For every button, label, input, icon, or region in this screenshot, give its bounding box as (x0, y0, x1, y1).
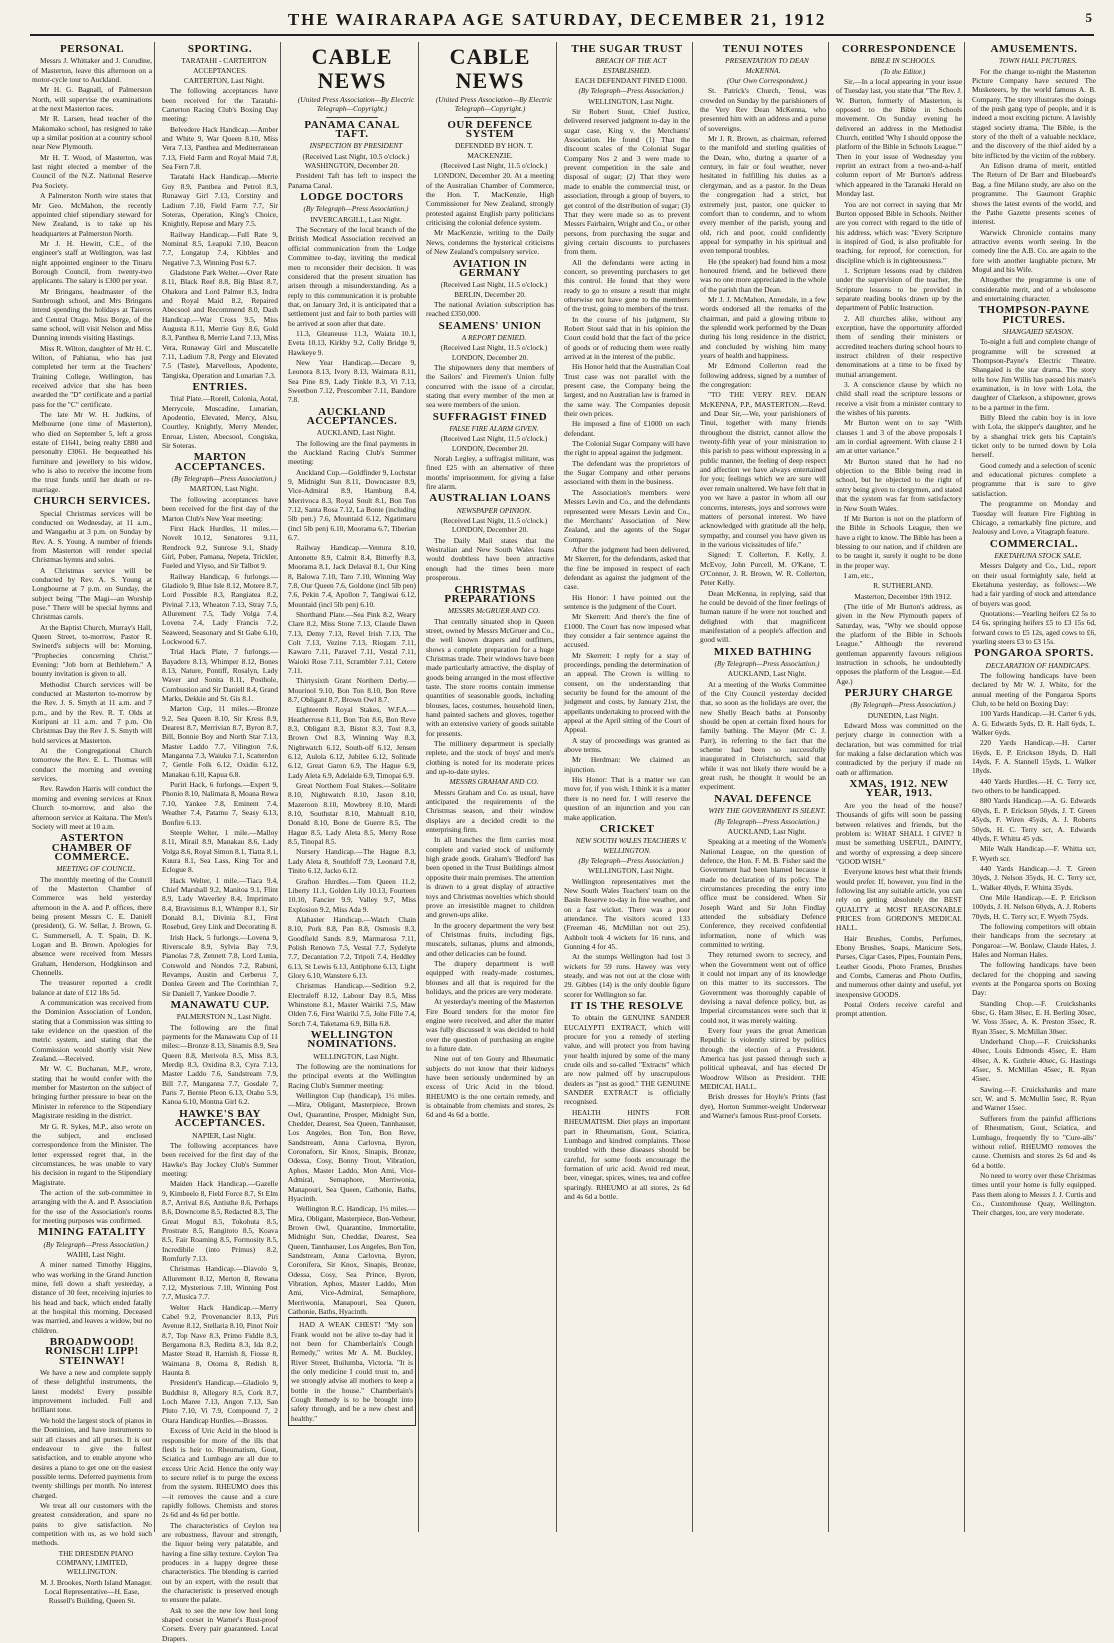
headline: CABLE NEWS (449, 44, 531, 93)
article-paragraph: A communication was received from the Dominion Association of London, stating that a Commission was sitting to take evidence on the question of the metric system, and stating that the Commission would shortly visit New Zealand.—Received. (32, 998, 152, 1064)
article-paragraph: The drapery department is well equipped with ready-made costumes, blouses and all that is required for the holidays, and the prices are very moderate. (426, 958, 554, 996)
dateline: WAIHI, Last Night. (66, 1249, 126, 1259)
article-paragraph: We hold the largest stock of pianos in the Dominion, and have instruments to suit all classes and all purses. It is our endeavour to give the fullest satisfaction, and to enable anyone who desires a piano to get one on the easiest possible terms. Deferred payments from twenty shillings per month. No interest charged. (32, 1415, 152, 1500)
dateline: (Received Last Night, 11.5 o'clock.) (440, 161, 548, 171)
article-paragraph: (The title of Mr Burton's address, as given in the New Plymouth papers of Saturday, was, "Why we should oppose the platform of the Bible in Schools League." Although the reverend gentleman apparently favours religious instruction in schools, he undoubtedly opposes the platform of the League.—Ed. Age.) (836, 601, 962, 686)
article-paragraph: "TO THE VERY REV. DEAN McKENNA, P.P., MASTERTON.—Revd. and Dear Sir,—We, your parishioners of Tinui, together with many friends throughout the district, cannot allow the twenty-fifth year of your ministration to this parish to pass without expressing in a public manner, the feeling of deep respect and affection we have always entertained for you; feelings which we are sure will ever remain unaltered. We have felt that in you we have a pastor in whom all our concerns, interests, joys and sorrows were matters of personal interest. We have acknowledged with gratitude all the help, sympathy, and counsel you have given us in the various vicissitudes of life." (700, 390, 826, 549)
dateline: (Received Last Night, 11.5 o'clock.) LONDON, December 20. (440, 343, 548, 362)
headline: CABLE NEWS (311, 44, 393, 93)
subheading: (By Telegraph—Press Association.) (171, 474, 277, 484)
article-paragraph: Wellington representatives met the New South Wales Teachers' team on the Basin Reserve to-day in fine weather, and on a fast wicket. There was a poor attendance. The visitors scored 133 (Freeman 46, McMillan not out 25). Ashbolt took 4 wickets for 16 runs, and Gunning 4 for 45. (564, 876, 690, 951)
article-paragraph: You are not correct in saying that Mr Burton opposed Bible in Schools. Neither are you correct with regard to the title of his address, which was: "Every Scripture is inspired of God, is also profitable for teaching, for reproof, for correction, for discipline which is in righteousness." (836, 199, 962, 265)
article-paragraph: Warwick Chronicle contains many attractive events worth seeing. In the comedy line the A.B. Co. are again to the fore with another laughable picture, Mr Mogul and his Wife. (972, 227, 1096, 274)
article-paragraph: 440 Yards Hurdles.—H. C. Terry scr, two others to be handicapped. (972, 776, 1096, 796)
headline: AUSTRALIAN LOANS (429, 492, 551, 505)
article-paragraph: Every four years the great American Republic is violently stirred by politics through the election of a President. America has just passed through such a political upheaval, and has elected Dr Woodrow Wilson as President. THE MEDICAL HALL. (700, 1026, 826, 1092)
headline: XMAS, 1912. NEW YEAR, 1913. (849, 778, 949, 800)
article-paragraph: Mr MacKenzie, writing to the Daily News, condemns the hysterical criticisms of New Zealand's compulsory service. (426, 228, 554, 257)
article-paragraph: Hair Brushes, Combs, Perfumes, Ebony Brushes, Soaps, Manicure Sets, Purses, Cigar Cases, Pipes, Fountain Pens, Leather Goods, Photo Frames, Brushes and Combs, Cameras and Photo Outfits, and numerous other dainty and useful, yet inexpensive GOODS. (836, 933, 962, 999)
dateline: R. SUTHERLAND. (873, 581, 933, 591)
column-1 (32, 42, 152, 1606)
article-paragraph: One Mile Handicap.—E. P. Erickson 100yds, J. H. Nelson 60yds, A. J. Roberts 70yds, H. C. Terry scr, F. Wyeth 75yds. (972, 892, 1096, 921)
article-paragraph: Maiden Hack Handicap.—Gazelle 9, Kimbeelo 8, Field Force 8.7, St Elm 8.7, Arrival 8.6, Antisthe 8.6, Perhaps 8.6, Downcome 8.5, Redacted 8.3, The Great Mogul 8.5, Tokohuta 8.5, Prostrate 8.5, Rangitoto 8.5, Koava 8.5, Fair Roaming 8.5, Formosity 8.5, Incredibile (into Primus) 8.2, Romfurly 7.13. (162, 1179, 278, 1263)
dateline: PALMERSTON N., Last Night. (176, 1012, 272, 1022)
article-paragraph: Signed: T. Collerton, F. Kelly, J. McEvoy, John Purcell, M. O'Kane, T. O'Connor, J. R. Brown, W. R. Collerton, Peter Kelly. (700, 550, 826, 588)
subheading: (By Telegraph—Press Association.) (714, 659, 820, 668)
subheading: MESSRS McGRUER AND CO. (447, 606, 541, 616)
article-paragraph: Everyone knows best what their friends would prefer. If, however, you find in the following list any suitable article, you can rely on getting absolutely the BEST QUALITY at MOST REASONABLE PRICES from GORDON'S MEDICAL HALL. (836, 867, 962, 933)
article-paragraph: The late Mr W. H. Judkins, of Melbourne (one time of Masterton), who died on September 5, left a gross estate of £1641, being realty £880 and personalty £3061. He bequeathed his furniture and jewellery to his widow, who is also to receive the income from the trust funds until her death or re-marriage. (32, 410, 152, 494)
article-paragraph: The following are the final payments for the Manawatu Cup of 11 miles:—Bronze 8.13, Sinamis 8.9, Sea Queen 8.8, Merivola 8.5, Miss 8.3, Merdip 8.3, Oxidina 8.3, Cyra 7.13, Master Laddo 7.6, Sandstream 7.9, Bill 7.7, Manganna 7.7, Gosdale 7, Paris 7, Bernie Pleon 6.13, Otaho 5.9, Kanoa 6.10, Montna Girl 6.2. (162, 1022, 278, 1107)
article-paragraph: Norah Legley, a suffragist militant, was fined £25 with an alternative of three months' imprisonment, for giving a false fire alarm. (426, 454, 554, 492)
subheading: NEW SOUTH WALES TEACHERS V. WELLINGTON. (575, 836, 687, 855)
article-paragraph: Mr H. G. Bagnall, of Palmerston North, will supervise the examinations at the next Masterton races. (32, 85, 152, 114)
article-paragraph: The defendant was the proprietors of the Sugar Company and other persons associated with them in the business. (564, 458, 690, 487)
article-paragraph: We treat all our customers with the greatest consideration, and spare no pains to give satisfaction. No competition with us, as we hold such methods. (32, 1500, 152, 1548)
article-paragraph: All the defendants were acting in concert, so preventing purchasers to get this control. He found that they were ready to go to ensure a result that might otherwise not have gone to the members of the trust, going to members of the trust. (564, 257, 690, 314)
dateline: WELLINGTON, Last Night. (588, 866, 674, 876)
dateline: WELLINGTON, Last Night. (313, 1051, 399, 1061)
dateline: NAPIER, Last Night. (192, 1130, 256, 1140)
subheading: EKETAHUNA STOCK SALE. (994, 550, 1082, 560)
article-paragraph: Nine out of ten Gouty and Rheumatic subjects do not know that their kidneys have been seriously undermined by an excess of Uric Acid in the blood. RHEUMO is the one certain remedy, and is obtainable from chemists and stores, 2s 6d and 4s 6d a bottle. (426, 1054, 554, 1120)
column-4 (426, 42, 554, 1532)
subheading: DECLARATION OF HANDICAPS. (985, 660, 1091, 670)
column-3 (288, 42, 416, 1532)
article-paragraph: He (the speaker) had found him a most honoured friend, and he believed there was no one more appreciated in the whole of the parish than the Dean. (700, 256, 826, 294)
article-paragraph: Wellington R.C. Handicap, 1½ miles.—Mira, Obligant, Masterpiece, Bon-Vetheur, Brown Owl, Quarantine, Immortalite, Midnight Sun, Cheddar, Dearest, Sea Queen, Tannhauser, Los Angeles, Bon Ton, Sandstream, Anna Carlovna, Byron, Coronifera, Sir Knox, Sinapis, Bronze, Odessa, Cosy, Sea Prince, Byron, Vibration, Aphos, Master Laddo, Mon Ami, Vice-Admiral, Semaphore, Merriwonia, Manapouri, Sea Queen, Cathonie, Baths, Hyacinth. (288, 1204, 416, 1316)
dateline: DEFENDED BY HON. T. MACKENZIE. (454, 141, 534, 160)
dateline: CARTERTON, Last Night. (183, 76, 265, 86)
article-paragraph: St. Patrick's Church, Tenui, was crowded on Sunday by the parishioners of the Very Rev Dean McKenna, who presented him with an address and a purse of sovereigns. (700, 86, 826, 133)
article-paragraph: 220 Yards Handicap.—H. Carter 16yds, E. P. Erickson 18yds, D. Hall 14yds, F. A. Stannell 15yds, L. Walker 18yds. (972, 738, 1096, 776)
dateline: AUCKLAND, Last Night. (727, 669, 807, 679)
headline: MIXED BATHING (713, 645, 813, 658)
article-paragraph: Ask to see the new low heel long shaped corset in Warner's Rust-proof Corsets. Every pair guaranteed. Local Drapers. (162, 1605, 278, 1643)
article-paragraph: The following handicaps have been declared by Mr W. J. White, for the annual meeting of the Pongaroa Sports Club, to be held on Boxing Day: (972, 671, 1096, 709)
headline: AVIATION IN GERMANY (452, 257, 528, 279)
headline: PANAMA CANAL TAFT. (304, 118, 400, 141)
article-paragraph: Altogether the programme is one of considerable merit, and of a wholesome and entertaining character. (972, 275, 1096, 303)
subheading: (To the Editor.) (880, 66, 926, 76)
article-paragraph: 11.3, Gleaneuse 11.3, Waiata 10.1, Eveta 10.13, Kirkby 9.2, Colly Bridge 9, Hawkeye 9. (288, 328, 416, 357)
article-paragraph: Eighteenth Royal Stakes, W.F.A.—Heatherrose 8.11, Bon Ton 8.6, Bon Reve 8.3, Obligant 8.3, Bistot 8.3, Tost 8.3, Brown Owl 8.3, Winning Way 8.3, Nightwatch 6.12, South-off 6.12, Jensen 6.12, Aulola 6.12, Jubilee 6.12, Solitude 6.12, Great Garon 6.9, The Hague 6.9, Lady Aleta 6.9, Adelaide 6.9, Timopai 6.9. (288, 705, 416, 780)
article-paragraph: 880 Yards Handicap.—A. G. Edwards 60yds, E. P. Erickson 50yds, J. T. Green 45yds, F. Wiren 45yds, A. J. Roberts 50yds, H. C. Terry scr, A. Edwards 40yds, F. Whitta 45 yds. (972, 796, 1096, 843)
article-paragraph: Great Northern Foal Stakes.—Solitaire 8.10, Nightwatch 8.10, Jason 8.10, Mazeroon 8.10, Mowbrey 8.10, Mardi 8.10, Southstar 8.10, Mahtuall 8.10, Donald 8.10, Bone de Guerre 8.5, The Hague 8.5, Lady Aleta 8.5, Merry Rose 8.5, Tinopal 8.5. (288, 781, 416, 847)
subheading: A REPORT DENIED. (461, 332, 527, 342)
dateline: AUCKLAND, Last Night. (316, 428, 396, 438)
headline: PONGAROA SPORTS. (974, 647, 1094, 660)
dateline: WELLINGTON, Last Night. (588, 96, 674, 106)
article-paragraph: Mr Skerrett: I reply for a stay of proceedings, pending the determination of an appeal. The Crown is willing to consent, on the understanding that security be found for the amount of the judgment and costs, by January 21st, the appellants undertaking to proceed with the appeal at the April sitting of the Court of Appeal. (564, 650, 690, 735)
article-paragraph: First Hack Hurdles, 11 miles.—Novelt 10.12, Senatores 9.11, Rendrock 9.2, Sunrose 9.1, Shady Girl, Pober, Pamana, Nepeta, Trickler, Fueled and Ylyso, and Sir Talbot 9. (162, 523, 278, 571)
dateline: (Received Last Night, 11.5 o'clock.) LONDON, December 20. (440, 434, 548, 453)
subheading: NEWSPAPER OPINION. (456, 505, 532, 515)
article-paragraph: The Secretary of the local branch of the British Medical Association received an official communication from the Lodge Committee to-day, inviting the medical men to reconsider their decision. It was considered that the present situation has arisen through a misunderstanding. As a reply to this communication it is probable that, on January 3rd, it is anticipated that a settlement just and fair to both parties will be arrived at soon after that date. (288, 225, 416, 328)
article-paragraph: Thirtysixth Grant Northern Derby.—Mourinol 9.10, Bon Ton 8.10, Bon Reve 8.7, Obligant 8.7, Brown Owl 8.7. (288, 676, 416, 704)
article-paragraph: Mr J. H. Hewitt, C.E., of the engineer's staff at Wellington, was last night appointed engineer to the Tinaru Borough Council, from twenty-two applicants. The salary is £300 per year. (32, 238, 152, 286)
headline: MARTON ACCEPTANCES. (174, 451, 266, 473)
headline: SUFFRAGIST FINED (432, 410, 548, 423)
article-paragraph: Railway Handicap, 6 furlongs.—Gladiolo 9, Blue Isle 8.12, Motere 8.7, Lord Possible 8.3, Rangiatea 8.2, Pivinal 7.13, Wheaton 7.13, Stray 7.5, Allurement 7.5, Tady Volga 7.4, Lovena 7.4, Lady Francis 7.2, Seaweed, Seasonary and St Gabe 6.10, Lockwood 6.7. (162, 571, 278, 646)
article-paragraph: At the Congregational Church tomorrow the Rev. E. L. Thomas will conduct the morning and evening services. (32, 746, 152, 784)
article-paragraph: Brish dresses for Hoyle's Prints (fast dye), Horton Summer-weight Underwear and Warner's famous Rust-proof Corsets. (700, 1092, 826, 1121)
headline: MINING FATALITY (37, 1226, 147, 1239)
headline: LODGE DOCTORS (300, 191, 404, 204)
article-paragraph: The Association's members were Messrs Levin and Co., and the defendants represented were Messrs Levin and Co., the Merchants' Association of New Zealand, and the agents of the Sugar Company. (564, 487, 690, 544)
article-paragraph: Mr J. J. McMahon, Annedale, in a few words endorsed all the remarks of the chairman, and paid a glowing tribute to the splendid work performed by the Dean during his long residence in the district, and concluded by wishing him many years of health and happiness. (700, 294, 826, 360)
subheading: FALSE FIRE ALARM GIVEN. (449, 424, 539, 433)
article-paragraph: Christmas Handicap.—Sedition 9.2, Electraleff 8.12, Labour Day 8.5, Miss Whinstone 8.1, Master Wairiki 7.5, Maw Olden 7.6, First Wairiki 7.5, Jolie Fille 7.4, Sorch 7.4, Taketama 6.9, Billa 6.8. (288, 981, 416, 1028)
subheading: (By Telegraph—Press Association.) (303, 204, 409, 214)
article-paragraph: Mr Bringans, headmaster of the Sunbrough school, and Mrs Bringans intend spending the holidays at Taieros and Central Otago. Miss Borge, of the same school, will visit Nelson and Miss Dunning intends visiting Hastings. (32, 286, 152, 343)
article-paragraph: At yesterday's meeting of the Masterton Fire Board tenders for the motor fire engine were received, and after the matter was fully discussed it was decided to hold over the question of purchasing an engine to a future date. (426, 997, 554, 1053)
column-5 (564, 42, 690, 1532)
headline: PERSONAL (60, 43, 124, 55)
subheading: TOWN HALL PICTURES. (999, 56, 1077, 66)
article-paragraph: The following acceptances have been received for the first day of the Marton Club's New Year meeting: (162, 494, 278, 523)
article-paragraph: The action of the sub-committee in arranging with the A. and P. Association for the use of the Association's rooms for meeting purposes was confirmed. (32, 1187, 152, 1225)
article-paragraph: Irish Hack, 5 furlongs.—Lovena 9, Riverscale 8.9, Sylvia Bay 7.9, Pianolas 7.8, Zennett 7.8, Lord Lunia, Cotswold and Nondos 7.2, Rabuni, Revamps, Austin and Cerberus 7, Donlea Green and The Corinthian 7, Sir Daniell 7, Yankee Doodle 7. (162, 932, 278, 998)
article-paragraph: The millinery department is specially replete, and the stock of boys' and men's clothing is noted for its moderate prices and up-to-date styles. (426, 739, 554, 777)
article-paragraph: Messrs Dalgety and Co., Ltd., report on their usual fortnightly sale, held at Eketahuna yesterday, as follows:—We had a fair yarding of stock and attendance of buyers was good. (972, 561, 1096, 608)
article-paragraph: Rev. Rawdon Harris will conduct the morning and evening services at Knox Church to-morrow, and also the afternoon service at Kaitana. The Men's Society will meet at 10 a.m. (32, 784, 152, 831)
article-paragraph: Methodist Church services will be conducted at Masterton to-morrow by the Rev. J. S. Smyth at 11 a.m. and 7 p.m., and by the Rev. R. T. Olds at Kuripuni at 11 a.m. and 7 p.m. On Christmas Day the Rev J. S. Smyth will hold services at Masterton. (32, 679, 152, 745)
article-paragraph: Excess of Uric Acid in the blood is responsible for more of the ills that flesh is heir to. Rheumatism, Gout, Sciatica and Lumbago are all due to excess Uric Acid. Hence the only way to secure relief is to purge the excess from the system. RHEUMO does this—it removes the cause and a cure rapidly follows. Chemists and stores 2s 6d and 4s 6d per bottle. (162, 1426, 278, 1520)
article-paragraph: Sir Robert Stout, Chief Justice, delivered reserved judgment to-day in the sugar case, King v. the Merchants' Association. He found (1) That the discount scales of the Colonial Sugar Company Nos 2 and 3 were made to prevent competition in the sale and disposal of sugar; (2) That they were made to enable the commercial trust, or association, through a group of buyers, to get control of the distribution of sugar; (3) That they were made so as to prevent Messrs Fairbairn, Wright and Co., or other persons, from purchasing the sugar and giving certain discounts to purchasers from them. (564, 107, 690, 257)
article-paragraph: Railway Handicap.—Ventura 8.10, Antonette 8.9, Calmit 8.4, Bitterfly 8.3, Moorama 8.1, Jack Delaval 8.1, Our King 8, Balowa 7.10, Taro 7.10, Winning Way 7.8, Our Queen 7.6, Goldone (incl 5lb pen) 7.6, Pekin 7.4, Apollon 7, Tangiwai 6.12, Mountaid (incl 5lb pen) 6.10. (288, 543, 416, 609)
article-paragraph: In the grocery department the very best of Christmas fruits, including figs, muscatels, sultanas, plums and almonds, and other delicacies can be found. (426, 920, 554, 958)
subheading: PRESENTATION TO DEAN McKENNA. (725, 56, 809, 75)
article-paragraph: Quotations:—Yearling heifers £2 5s to £4 6s, springing heifers £5 to £3 15s 6d, forward cows to £5 12s, aged cows to £6, yearling steers £3 to £3 15s. (972, 608, 1096, 646)
article-paragraph: Billy Bleed the cabin boy is in love with Lola, the skipper's daughter, and he by a shanghai trick gets his Captain's ticket only to be turned down by Lola herself. (972, 413, 1096, 460)
headline: NAVAL DEFENCE (714, 792, 812, 805)
article-paragraph: The treasurer reported a credit balance at date of £12 18s 5d. (32, 978, 152, 997)
article-paragraph: The following are the final payments in the Auckland Racing Club's Summer meeting: (288, 438, 416, 467)
article-paragraph: Christmas Handicap.—Diavolo 9, Allurement 8.12, Merton 8, Rewana 7.12, Mysterious 7.10, Winning Post 7.7, Musica 7.7. (162, 1264, 278, 1302)
article-paragraph: 3. A conscience clause by which no child shall read the scripture lessons or receive a visit from a minister contrary to the wishes of his parents. (836, 380, 962, 418)
article-paragraph: Wellington Cup (handicap), 1½ miles.—Mira, Obligant, Masterpiece, Brown Owl, Quarantine, Prosper, Midnight Sun, Chedder, Dearest, Sea Queen, Tannhauser, Los Angeles, Bon Ton, Bon Reve, Sandstream, Anna Carlovna, Byron, Coronaforn, Sir Knox, Sinapis, Bronze, Odessa, Cosy, Bonny Trout, Vibration, Aphos, Master Laddo, Mon Ami, Vice-Admiral, Semaphore, Merriwonia, Manapouri, Sea Queen, Cathonie, Baths, Hyacinth. (288, 1091, 416, 1203)
article-paragraph: A miner named Timothy Higgins, who was working in the Grand Junction mine, fell down a shaft yesterday, a distance of 30 feet, receiving injuries to his head and back, which ended fatally at the hospital this morning. Deceased was married, and leaves a widow, but no children. (32, 1260, 152, 1335)
headline: CHURCH SERVICES. (33, 495, 151, 508)
article-paragraph: The shipowners deny that members of the Sailors' and Firemen's Union fully concurred with the issue of a circular, stating that every member of the men at sea were members of the union. (426, 362, 554, 410)
article-paragraph: Trial Hack Plate, 7 furlongs.—Bayadere 8.13, Whimper 8.12, Bones 8.13, Nature, Pontiff, Rosalyn, Lady Waver and Sonita 8.11, Posthole, Combustion and Sir Daniell 8.4, Grand Marks, Dekkie and St. Gis 8.1. (162, 647, 278, 704)
dateline: M. J. Brookes, North Island Manager. Local Representative—H. Ease, Russell's Building, Queen St. (40, 1577, 152, 1606)
article-paragraph: New Year Handicap.—Decare 9, Leonora 8.13, Ivory 8.13, Waimata 8.11, Sea Pine 8.9, Lady Tinkle 8.3, Vi 7.13, Sweetbon 7.12, Prescomber 7.11, Bandore 7.8. (288, 357, 416, 405)
article-paragraph: 2. All churches alike, without any exception, have the opportunity afforded them of sending their ministers or accredited teachers during school hours to instruct children of their respective denominations at a time to be fixed by mutual arrangement. (836, 313, 962, 379)
article-paragraph: The programme on Monday and Tuesday will feature Fire Fighting in Chicago, a remarkably fine picture, and Jealousy and Love, a Vitagraph feature. (972, 499, 1096, 537)
subheading: (By Telegraph—Press Association.) (578, 855, 684, 865)
article-paragraph: I am, etc., (844, 570, 874, 580)
dateline: TARATAHI - CARTERTON ACCEPTANCES. (181, 56, 267, 75)
dateline: EACH DEFENDANT FINED £1000. (575, 76, 687, 86)
headline: COMMERCIAL. (989, 537, 1079, 550)
article-paragraph: The monthly meeting of the Council of the Masterton Chamber of Commerce was held yesterday afternoon in the A. and P. offices, there being present Messrs C. E. Daniell (president), G. W. Sellar, J. Brown, G. C. Summersell, A. T. Spain, D. K. Logan and B. Brown. Apologies for absence were received from Messrs Graham, Henderson, Hodgkinson and Chennells. (32, 874, 152, 977)
article-paragraph: A stay of proceedings was granted as above terms. (564, 735, 690, 755)
article-paragraph: Steeple Welter, 1 mile.—Malloy 8.11, Mirail 8.9, Manakau 8.6, Lady Volga 8.6, Royal Simon 8.1, Tiatta 8.1, Kuura 8.1, Sea Lass, King Tor and Eclogue 8. (162, 827, 278, 875)
article-paragraph: Speaking at a meeting of the Women's National League, on the question of defence, the Hon. F. M. B. Fisher said the Government had been blamed because it made no declaration of its policy. The circumstances preceding the entry into office must be considered. When Sir Joseph Ward and Sir John Findlay attended the subsidiary Defence Conference, they received confidential information, none of which was committed to writing. (700, 837, 826, 949)
article-paragraph: A Palmerston North wire states that Mr Geo. McMahon, the recently appointed chief stipendiary steward for New Zealand, is to take up his headquarters at Palmerston North. (32, 191, 152, 238)
article-paragraph: The following acceptances have been received for the Taratahi-Carterton Racing Club's Boxing Day meeting: (162, 86, 278, 124)
subheading: SHANGAIED SEASON. (1002, 326, 1074, 336)
headline: THE SUGAR TRUST (571, 43, 683, 55)
headline: ENTRIES. (192, 381, 248, 394)
article-paragraph: Good comedy and a selection of scenic and educational pictures complete a programme that is sure to give satisfaction. (972, 460, 1096, 498)
article-paragraph: Sawing.—F. Cruickshanks and mate scr, W. and S. McMullin 5sec, R. Ryan and Warner 15sec. (972, 1084, 1096, 1113)
article-paragraph: Mr Burton went on to say "With clauses 1 and 3 of the above proposals I am in cordial agreement. With clause 2 I am at utter variance." (836, 418, 962, 456)
article-paragraph: Are you the head of the house? Thousands of gifts will soon be passing between relatives and friends, but the problem is: WHAT SHALL I GIVE? It must be something USEFUL, DAINTY, and worthy of expressing a deep sincere "GOOD WISH." (836, 800, 962, 866)
article-paragraph: We have a new and complete supply of these delightful instruments, the latest models! Every possible improvement included. Full and brilliant tone. (32, 1368, 152, 1415)
article-paragraph: Marton Cup, 11 miles.—Bronze 9.2, Sea Queen 8.10, Sir Kress 8.9, Dearest 8.7, Merrivian 8.7, Byron 8.7, Bill, Bonnie Boy and North Star 7.13, Master Laddo 7.7, Vilington 7.6, Manganna 7.3, Waiuku 7.1, Scatterdon 7, Gentle Folk 6.12, Oxidin 6.12, Manakau 6.10, Kapua 6.8. (162, 704, 278, 779)
dateline: (Received Last Night, 10.5 o'clock.) WASHINGTON, December 20. (302, 151, 410, 171)
article-paragraph: Puriri Hack, 6 furlongs.—Expert 9, Phonio 8.10, Nalimata 8, Moana Rewa 7.10, Yankee 7.8, Eminent 7.4, Weather 7.4, Patamu 7, Seasy 6.13, Bonfire 6.13. (162, 780, 278, 827)
article-paragraph: Postal Orders receive careful and prompt attention. (836, 1000, 962, 1019)
article-paragraph: His Honor: I have pointed out the sentence is the judgment of the Court. (564, 592, 690, 611)
subheading: (By Telegraph—Press Association.) (43, 1239, 149, 1249)
subheading: (United Press Association—By Electric Telegraph—Copyright.) (435, 95, 553, 114)
article-paragraph: President's Handicap.—Gladiolo 9, Buddhist 8, Allegory 8.5, Cork 8.7, Loch Maree 7.13, Angon 7.13, San Pluto 7.10, Vi 7.9, Compound 7, 2 Otara Handicap Hurdles.—Brassos. (162, 1378, 278, 1425)
subheading: BREACH OF THE ACT ESTABLISHED. (595, 56, 667, 75)
subheading: (United Press Association—By Electric Telegraph—Copyright.) (297, 95, 415, 114)
dateline: INVERCARGILL, Last Night. (310, 214, 402, 224)
article-paragraph: A Christmas service will be conducted by Rev. A. S. Young at Longbourne at 7 p.m. on Sunday, the subject being "The Magi—an Worship pose." There will be special hymns and Christmas carols. (32, 565, 152, 622)
masthead-rule (30, 34, 1094, 36)
article-paragraph: The national Aviation subscription has reached £350,000. (426, 299, 554, 319)
article-paragraph: No need to worry over these Christmas times until your home is fully equipped. Pass them along to Messrs J. J. Curtis and Co., Customhouse Quay, Wellington. Their charges, too, are very moderate. (972, 1170, 1096, 1218)
article-paragraph: Belvedere Hack Handicap.—Amber and White 9, War Queen 8.10, Miss Vera 7.13, Panthea and Mediterranean 7.13, Field Farm and Royal Maid 7.8, Sea Fern 7.8. (162, 124, 278, 172)
article-paragraph: Messrs Graham and Co. as usual, have anticipated the requirements of the Christmas season, and their window displays are a decided credit to the enterprising firm. (426, 787, 554, 835)
dateline: AUCKLAND, Last Night. (727, 826, 807, 836)
article-paragraph: Edward Moss was committed on the perjury charge in connection with a declaration, but was committed for trial for making a false declaration which was contradicted by the perjury if made on oath or affirmation. (836, 721, 962, 777)
article-paragraph: The following competitors will obtain their handicaps from the secretary at Pongaroa:—W. Bonlaw, Claude Hales, J. Hales and Norman Hales. (972, 921, 1096, 959)
article-paragraph: To-night a full and complete change of programme will be screened at Thompson-Payne's Electric Theatre. Shangaied is the star drama. The story tells how Jim Willis has passed his mate's examination, is in love with Lola, the daughter of Clarkson, a shipowner, grows to be a partner in the firm. (972, 337, 1096, 412)
article-paragraph: Shorthand Plate.—Sea Pink 8.2, Weary Clare 8.2, Miss Stone 7.13, Claude Dawn 7.13, Demy 7.13, Revel Irish 7.13, The Colt 7.13, Vezine 7.13, Riogam 7.11, Kawaro 7.11, Paravel 7.11, Vestal 7.11, Waioki Rose 7.11, Scrambler 7.11, Cetere 7.11. (288, 609, 416, 675)
article-paragraph: To obtain the GENUINE SANDER EUCALYPTI EXTRACT, which will procure for you a remedy of sterling value, and will protect you from having your health injured by some of the many crude oils and so-called "Extracts" which are now palmed off by unscrupulous dealers as "just as good." THE GENUINE SANDER EXTRACT is officially recognised. (564, 1013, 690, 1107)
column-2 (162, 42, 278, 1643)
article-paragraph: The Colonial Sugar Company will have the right to appeal against the judgment. (564, 439, 690, 458)
headline: CORRESPONDENCE (841, 43, 957, 55)
headline: AMUSEMENTS. (990, 43, 1078, 55)
article-paragraph: Taratahi Hack Handicap.—Merrie Guy 8.9, Panthea and Petrol 8.3, Runaway Girl 7.13, Corstiny and Ladium 7.10, Field Farm 7.7, Sir Soteras, Operation, King's Choice, Knightly, Repose and Mary 7.5. (162, 172, 278, 229)
headline: BROADWOOD! RONISCH! LIPP! STEINWAY! (45, 1336, 139, 1367)
article-paragraph: Alabaster Handicap.—Watch Chain 8.10, Pork 8.8, Pan 8.8, Osmosis 8.3, Goodfield Sands 8.9, Marmarosa 7.11, Polish Renown 7.5, Vestal 7.7, Sydelyte 7.7, Decantation 7.2, Tripoli 7.4, Heddley 6.13, St Lewis 6.13, Antiphone 6.13, Light Glory 6.10, Wanstere 6.13. (288, 914, 416, 980)
article-paragraph: Mile Walk Handicap.—F. Whitta scr, F. Wyeth scr. (972, 844, 1096, 863)
article-paragraph: The characteristics of Ceylon tea are robustness, flavour and strength, the liquor being very palatable, and having a fine silky texture. Ceylon Tea produces in a happy degree these characteristics. The blending is carried out by an expert, with the result that the characteristic is preserved enough to ensure the palate. (162, 1520, 278, 1605)
dateline: MARTON, Last Night. (189, 484, 259, 494)
article-paragraph: Mr Burton stated that he had no objection to the Bible being read in school, but he objected to the right of entry being given to clergymen, and stated that the system was far from satisfactory in New South Wales. (836, 456, 962, 513)
headline: ASTERTON CHAMBER OF COMMERCE. (51, 832, 133, 863)
dateline: (Received Last Night, 11.5 o'clock.) LONDON, December 20. (440, 516, 548, 535)
article-paragraph: Miss R. Wilton, daughter of Mr H. C. Wilton, of Pahiatua, who has just completed her term at the Teachers' Training College, Wellington, has received advice that she has been awarded the "D" certificate and a partial pass for the "C" certificate. (32, 343, 152, 409)
article-paragraph: At a meeting of the Works Committee of the City Council yesterday decided that, so soon as the holidays are over, the new Shelly Beach baths at Ponsonby should be open at certain fixed hours for family bathing. The Mayor (Mr C. J. Parr), in referring to the fact that the scheme had been so successfully inaugurated in Christchurch, said that while it was not likely there would be a great rush, he thought it would be an experiment. (700, 679, 826, 792)
article-paragraph: If Mr Burton is not on the platform of the Bible in Schools League, then we have a right to know. The Bible has been a blessing to our nation, and if children are to be taught it, surely it ought to be done in the proper way. (836, 513, 962, 570)
article-paragraph: Trial Plate.—Rorell, Colonia, Aotal, Merrycole, Muscadine, Lunarian, Apodentio, Elevated, Mercy, Alsu, Courtley, Knightly, Merry Mender, Enroar, Listen, Abecsool, Congiska, Sir Soteras. (162, 394, 278, 451)
headline: MANAWATU CUP. (170, 999, 270, 1012)
article-paragraph: Dean McKenna, in replying, said that he could be devoid of the finer feelings of human nature if he were not touched and delighted with that magnificent manifestation of a people's affection and good will. (700, 588, 826, 645)
article-paragraph: In all branches the firm carries most complete and varied stock of uniformly high grade goods. Graham's 'Bedford' has been opened in the Trust Buildings almost opposite their main premises. The attention is drawn to a great display of attractive toys and Christmas novelties which should prove an irresistible magnet to children and grown-ups alike. (426, 835, 554, 920)
headline: OUR DEFENCE SYSTEM (447, 118, 533, 141)
subheading: MESSRS GRAHAM AND CO. (449, 777, 539, 787)
subheading: WHY THE GOVERNMENT IS SILENT. (708, 806, 826, 816)
headline: SEAMENS' UNION (438, 319, 542, 332)
headline: HAWKE'S BAY ACCEPTANCES. (174, 1107, 266, 1130)
article-paragraph: Railway Handicap.—Full Rate 9, Nominal 8.5, Leapuki 7.10, Beacon 7.7, Longatup 7.4, Kibbles and Negative 7.3, Winning Post 6.7. (162, 229, 278, 267)
column-rule (326, 117, 377, 118)
article-paragraph: Grafton Hurdles.—Tom Queen 11.2, Liberty 11.1, Golden Lily 10.13, Fourteen 10.10, Fancier 9.9, Valley 9.7, Miss Explosion 9.2, Miss Ada 9. (288, 876, 416, 914)
article-paragraph: President Taft has left to inspect the Panama Canal. (288, 171, 416, 190)
headline: TENUI NOTES (722, 43, 804, 55)
subheading: INSPECTION BY PRESIDENT (309, 141, 403, 151)
masthead-title: THE WAIRARAPA AGE SATURDAY, DECEMBER 21, 1912 (287, 10, 827, 29)
headline: WELLINGTON NOMINATIONS. (307, 1029, 397, 1051)
article-paragraph: Mr G. R. Sykes, M.P., also wrote on the subject, and enclosed correspondence from the Minister. The letter expressed regret that, in the circumstances, he was unable to vary his decision in regard to the Stipendiary Magistrate. (32, 1121, 152, 1187)
article-paragraph: Mr J. R. Brown, as chairman, referred to the manifold and sterling qualities of the Dean, who, during a quarter of a century, in fair or foul weather, never hesitated in fulfilling his duties as a clergyman, and as a pastor. In the Dean the congregation had a strict, but extremely just, pastor, one quicker to comfort than to condemn, and to whom every member of the parish, young and old, rich and poor, could confidently appeal for sympathy in his spiritual and even temporal troubles. (700, 134, 826, 256)
article-paragraph: Standing Chop.—F. Cruickshanks 6bsc, G. Ham 30sec, E. H. Berling 30sec, W. Voss 35sec, A. K. Preston 35sec, R. Ryan 35sec, S. McMillan 30sec. (972, 998, 1096, 1036)
article-paragraph: Welter Hack Handicap.—Merry Cabel 9.2, Provenancier 8.13, Piri Avenue 8.12, Stellaria 8.10, Pinot Noir 8.7, Top Nave 8.3, Primo Fiddle 8.3, Bergamona 8.3, Reditta 8.3, Ida 8.2, Master Stead 8, Harnish 8, Fiosse 8, Waimana 8, Otoma 8, Redish 8, Haunta 8. (162, 1302, 278, 1378)
article-paragraph: His Honor: That is a matter we can move for, if you wish. I think it is a matter there is no need for. I will reserve the question of an injunction and you can make application. (564, 775, 690, 822)
article-paragraph: Mr R. Larsen, head teacher of the Makomako school, has resigned to take up a similar position at a country school near New Plymouth. (32, 114, 152, 152)
article-paragraph: 100 Yards Handicap.—H. Carter 6 yds, A. G. Edwards 5yds, D. R. Hall 6yds, L. Walker 6yds. (972, 709, 1096, 738)
dateline: DUNEDIN, Last Night. (867, 710, 939, 720)
article-paragraph: Auckland Cup.—Goldfinder 9, Lochstar 9, Midnight Sun 8.11, Downcaster 8.9, Vice-Admiral 8.9, Hamburg 8.4, Merrivoca 8.3, Royal Soult 8.1, Bon Ton 7.12, Santa Rosa 7.12, La Bonte (including 5lb pen.) 7.6, Mountaid 6.12, Ngatimaru (incl 5lb pen) 6.10, Moorama 6.7, Tiberian 6.7. (288, 467, 416, 543)
column-7 (836, 42, 962, 1532)
article-paragraph: The following are the nominations for the principal events at the Wellington Racing Club's Summer meeting: (288, 1062, 416, 1090)
headline: CRICKET (599, 822, 655, 835)
article-paragraph: That centrally situated shop in Queen street, owned by Messrs McGruer and Co., the well known drapers and outfitters, shows a complete preparation for a huge Christmas trade. Their windows have been made particularly attractive, the display of goods being arranged in the most effective taste. The store rooms contain immense quantities of seasonable goods, including blouses, laces, costumes, household linen, hand painted sachets and gloves, together with an extensive variety of goods suitable for presents. (426, 616, 554, 738)
headline: THOMPSON-PAYNE PICTURES. (978, 304, 1090, 326)
article-paragraph: Mr H. T. Wood, of Masterton, was last night elected a member of the Council of the N.Z. National Reserve Pea Society. (32, 152, 152, 190)
headline: IT IS THE RESOLVE (570, 1000, 684, 1013)
dateline: THE DRESDEN PIANO COMPANY, LIMITED, WELLINGTON. (56, 1548, 134, 1577)
headline: PERJURY CHARGE (844, 687, 954, 700)
article-paragraph: His Honor held that the Australian Coal Trust case was not parallel with the present case, the Company being the largest, and no Australian law is framed in the same way. The Companies deposit their own prices. (564, 362, 690, 419)
article-paragraph: An Edison drama of merit, entitled The Return of Dr Barr and Bluebeard's Bag, a fine Milano study, are also on the programme. The Gaumont Graphic shows the latest events of the world, and the Pathe Gazette presents scenes of interest. (972, 161, 1096, 227)
advertisement: HAD A WEAK CHEST! "My son Frank would not be alive to-day had it not been for Chamberlain's Cough Remedy," writes Mr A. M. Buckley, River Street, Builumba, Victoria. "It is the only medicine I could trust to, and we strongly advise all mothers to keep a bottle in the house." Chamberlain's Cough Remedy is to be brought into safety through, and be a new chest and healthy." (288, 1317, 416, 1426)
article-paragraph: The Daily Mail states that the Westralian and New South Wales loans would doubtless have been attractive enough had the times been more prosperous. (426, 535, 554, 583)
headline: CHRISTMAS PREPARATIONS (444, 583, 536, 605)
article-paragraph: HEALTH HINTS FOR RHEUMATISM. Diet plays an important part in Rheumatism, Gout, Sciatica, Lumbago and kindred complaints. Those troubled with these diseases should be careful, for some foods encourage the formation of uric acid. Avoid red meat, beer, vinegar, spices, wines, tea and coffee sparingly. RHEUMO at all stores, 2s 6d and 4s 6d a bottle. (564, 1107, 690, 1201)
article-paragraph: 440 Yards Handicap.—J. T. Green 30yds, J. Nelson 35yds, H. C. Terry scr, L. Walker 40yds, F. Whitta 35yds. (972, 863, 1096, 892)
masthead (0, 10, 1114, 30)
article-paragraph: Special Christmas services will be conducted on Wednesday, at 11 a.m., and Wangaehu at 3 p.m. on Sunday by Rev. A. S. Young. A number of friends from Masterton will render special Christmas hymns and solos. (32, 508, 152, 565)
article-paragraph: In the course of his judgment, Sir Robert Stout said that in his opinion the Court could hold that the fact of the price of goods or of reducing them were really arrived at in the interest of the public. (564, 314, 690, 361)
article-paragraph: At the Baptist Church, Murray's Hall, Queen Street, to-morrow, Pastor R. Swinerd's subjects will be: Morning, "Prophecies concerning Christ." Evening: "Job born at Bethlehem." A bounty invitation is given to all. (32, 622, 152, 679)
article-paragraph: LONDON, December 20. At a meeting of the Australian Chamber of Commerce, the Hon. T. MacKenzie, High Commissioner for New Zealand, strongly protested against English party politicians criticising the colonial defence system. (426, 171, 554, 228)
article-paragraph: Hack Welter, 1 mile.—Tiaca 9.4, Chief Marshall 9.2, Manitoa 9.1, Flint 8.9, Lady Waverley 8.4, Imprimato 8.4, Bravisimus 8.1, Whimper 8.1, Sir Donald 8.1, Divinia 8.1, First Rosebud, Grey Link and Decorating 8. (162, 875, 278, 932)
column-rule (464, 117, 515, 118)
article-paragraph: Sir,—In a local appearing in your issue of Tuesday last, you state that "The Rev. J. W. Burton, formerly of Masterton, is opposed to the Bible in Schools movement. On Sunday evening he delivered an address in the Methodist Church, entitled 'Why I should oppose the platform of the Bible in Schools League.'" Then in your issue of Wednesday you reprint an extract from a two-and-a-half column report of Mr Burton's address which appeared in the Taranaki Herald on Monday last. (836, 77, 962, 199)
headline: AUCKLAND ACCEPTANCES. (306, 405, 398, 427)
subheading: BIBLE IN SCHOOLS. (870, 56, 936, 66)
article-paragraph: Nursery Handicap.—The Hague 8.3, Lady Aleta 8, Southfoff 7.9, Leonard 7.8, Tinito 6.12, Jacko 6.12. (288, 847, 416, 876)
article-paragraph: After the judgment had been delivered, Mr Skerrett, for the defendants, asked that the fine be imposed in respect of each defendant as against the judgment of the case. (564, 544, 690, 592)
article-paragraph: Messrs J. Whittaker and J. Corudine, of Masterton, leave this afternoon on a motor-cycle tour to Auckland. (32, 56, 152, 85)
article-paragraph: They returned sworn to secrecy, and when the Government went out of office it could not impart any of its knowledge on this matter to its successors. The Government was thoroughly capable of devising a naval defence policy, but, as Imperial circumstances were such that it could not, it was merely waiting. (700, 950, 826, 1025)
article-paragraph: The following acceptances have been received for the first day of the Hawke's Bay Jockey Club's Summer meeting: (162, 1140, 278, 1178)
article-paragraph: Mr Herdman: We claimed an injunction. (564, 755, 690, 774)
headline: SPORTING. (187, 43, 253, 55)
article-paragraph: He imposed a fine of £1000 on each defendant. (564, 419, 690, 438)
article-paragraph: Mr W. C. Buchanan, M.P., wrote, stating that he would confer with the member for Masterton on the subject of bringing further pressure to bear on the Minister in reference to the Stipendiary Magistrate residing in the district. (32, 1064, 152, 1121)
article-paragraph: The following handicaps have been declared for the chopping and sawing events at the Pongaroa sports on Boxing Day: (972, 960, 1096, 998)
article-paragraph: Mr Edmond Collerton read the following address, signed by a number of the congregation: (700, 361, 826, 390)
page-number: 5 (1085, 10, 1094, 25)
subheading: (By Telegraph—Press Association.) (850, 700, 956, 710)
subheading: MEETING OF COUNCIL. (56, 864, 136, 874)
article-paragraph: Sufferers from the painful afflictions of Rheumatism, Gout, Sciatica, and Lumbago, frequently fly to "Cure-alls" without relief. RHEUMO removes the cause. Chemists and stores 2s 6d and 4s 6d a bottle. (972, 1113, 1096, 1170)
article-paragraph: Mr Skerrett: And there's the fine of £1000. The Court has now imposed what they consider a fair sentence against the accused. (564, 612, 690, 650)
article-paragraph: Underhand Chop.—F. Cruickshanks 40sec, Louis Edmonds 45sec, E. Ham 40sec, A. K. Guthrie 40sec, G. Hastings 45sec, S. McMillan 45sec, R. Ryan 45sec. (972, 1037, 1096, 1084)
column-8 (972, 42, 1096, 1532)
dateline: (Received Last Night, 11.5 o'clock.) BERLIN, December 20. (440, 280, 548, 299)
subheading: (Our Own Correspondent.) (726, 76, 808, 86)
article-paragraph: Gladstone Park Welter.—Over Rate 8.11, Black Reef 8.8, Big Blast 8.7, Ohakura and Lord Palmer 8.3, Indra and Royal Maid 8.2, Repaired Abecsool and Recommend 8.0, Dash Handicap.—War Cross 9.5, Miss Augusta 8.11, Merrie Guy 8.6, Gold 8.3, Panthea 8, Merrie Land 7.13, Miss Vera, Runaway Girl and Muscatelle 7.11, Ladium 7.8, Pergy and Elevated 7.5 (Taste), Marvellous, Apodente, Tangiska, Operation and Lunarian 7.3. (162, 267, 278, 380)
dateline: Masterton, December 19th 1912. (854, 591, 952, 601)
article-paragraph: For the change to-night the Masterton Picture Company have secured The Musketeers, by the world famous A. B. Company. The story illustrates the doings of the push gang type of people, and it is indeed a most exciting picture. A lavishly staged society drama, The Bible, is the story of the theft of a valuable necklace, and the discovery of the thief aided by a bite inflicted by the victim of the robbery. (972, 66, 1096, 160)
subheading: (By Telegraph—Press Association.) (714, 816, 820, 826)
article-paragraph: 1. Scripture lessons read by children under the supervision of the teacher, the Scripture lessons to be provided in separate reading books drawn up by the department of Public Instruction. (836, 265, 962, 313)
column-6 (700, 42, 826, 1532)
subheading: (By Telegraph—Press Association.) (578, 86, 684, 96)
article-paragraph: At the stumps Wellington had lost 3 wickets for 59 runs. Hawey was very steady, and was not out at the close with 29. Gibbes (14) is the only double figure scorer for Wellington so far. (564, 952, 690, 999)
